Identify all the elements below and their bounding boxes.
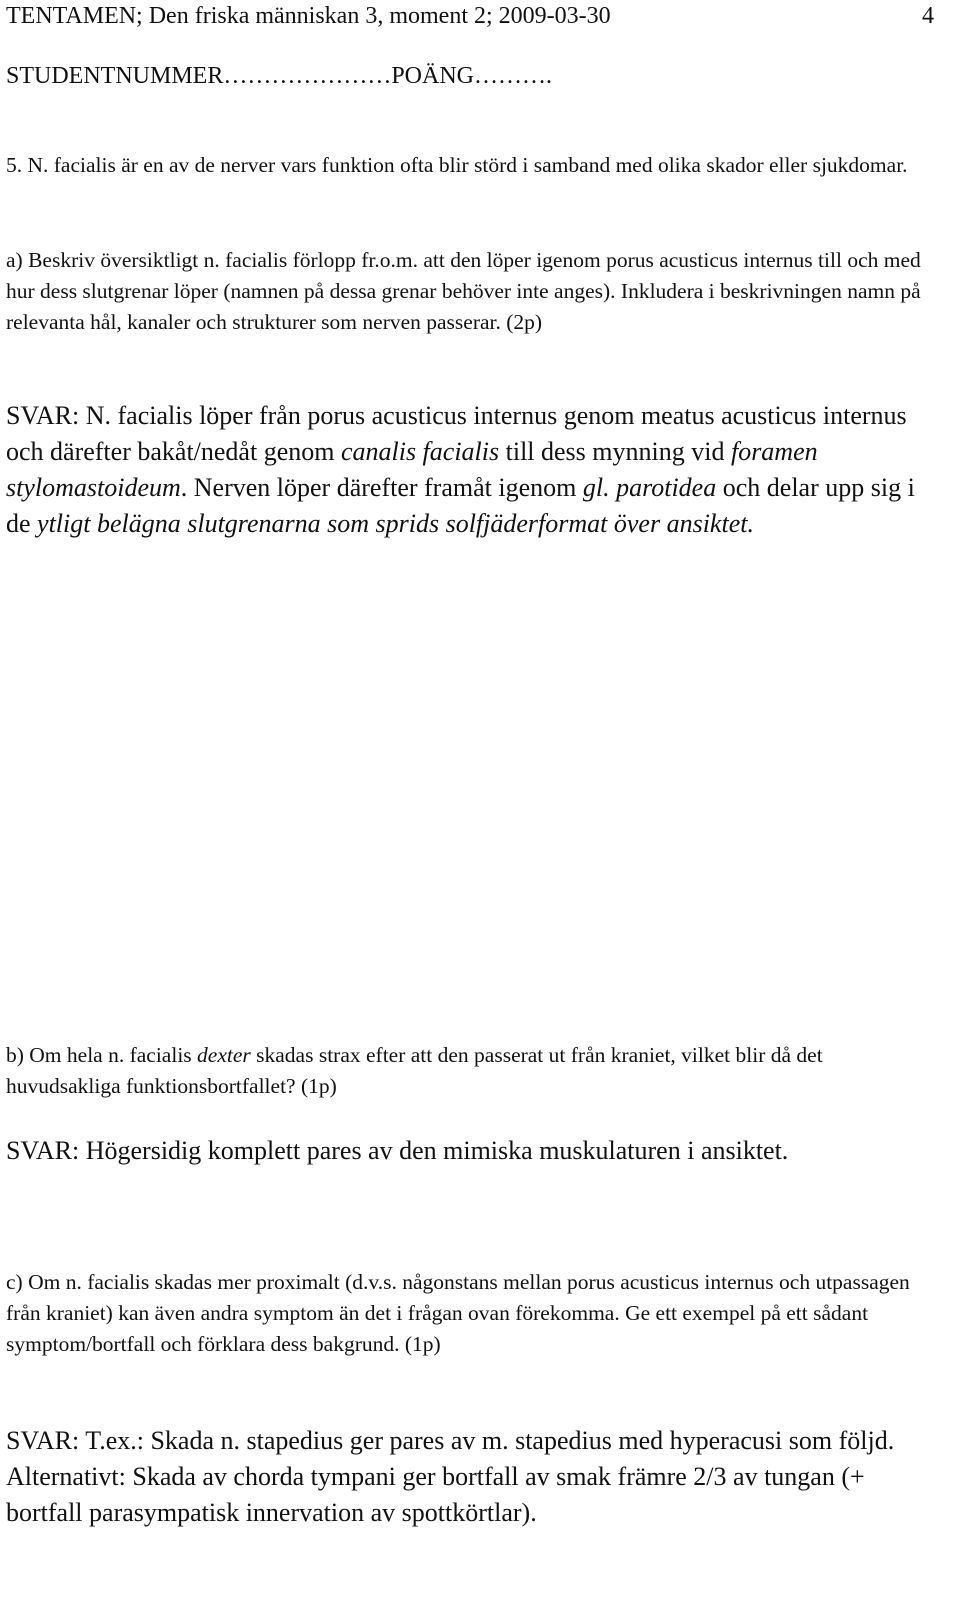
answer-a-term: canalis facialis bbox=[340, 437, 500, 466]
answer-a-term: ytligt belägna slutgrenarna som sprids solfjäderformat över ansiktet. bbox=[37, 509, 754, 538]
student-number-line: STUDENTNUMMER…………………POÄNG………. bbox=[6, 63, 553, 89]
question-intro: 5. N. facialis är en av de nerver vars funktion ofta blir störd i samband med olika skador eller sjukdomar. bbox=[6, 153, 908, 177]
answer-a-term: foramen stylomastoideum bbox=[6, 437, 818, 502]
question-b-term: dexter bbox=[197, 1043, 251, 1067]
page-number: 4 bbox=[922, 3, 934, 29]
question-a: a) Beskriv översiktligt n. facialis förlopp fr.o.m. att den löper igenom porus acusticus internus till och med hur dess slutgrenar löper (namnen på dessa grenar behöver inte anges). Inkludera i beskrivningen namn på relevanta hål, kanaler och strukturer som nerven passerar. (2p) bbox=[6, 248, 921, 334]
question-c: c) Om n. facialis skadas mer proximalt (d.v.s. någonstans mellan porus acusticus internus och utpassagen från kraniet) kan även andra symptom än det i frågan ovan förekomma. Ge ett exempel på ett sådant symptom/bortfall och förklara dess bakgrund. (1p) bbox=[6, 1270, 910, 1356]
answer-a-term: gl. parotidea bbox=[582, 473, 717, 502]
answer-a: SVAR: N. facialis löper från porus acusticus internus genom meatus acusticus internus och därefter bakåt/nedåt genom canalis facialis till dess mynning vid foramen stylomastoideum. Nerven löper därefter framåt igenom gl. parotidea och delar upp sig i de ytligt belägna slutgrenarna som sprids solfjäderformat över ansiktet. bbox=[6, 401, 915, 538]
question-b: b) Om hela n. facialis dexter skadas strax efter att den passerat ut från kraniet, vilket blir då det huvudsakliga funktionsbortfallet? (1p) bbox=[6, 1043, 823, 1098]
answer-b: SVAR: Högersidig komplett pares av den mimiska muskulaturen i ansiktet. bbox=[6, 1136, 789, 1165]
answer-c: SVAR: T.ex.: Skada n. stapedius ger pares av m. stapedius med hyperacusi som följd. Alternativt: Skada av chorda tympani ger bortfall av smak främre 2/3 av tungan (+ bortfall parasympatisk innervation av spottkörtlar). bbox=[6, 1426, 895, 1527]
exam-title: TENTAMEN; Den friska människan 3, moment 2; 2009-03-30 bbox=[6, 3, 611, 29]
